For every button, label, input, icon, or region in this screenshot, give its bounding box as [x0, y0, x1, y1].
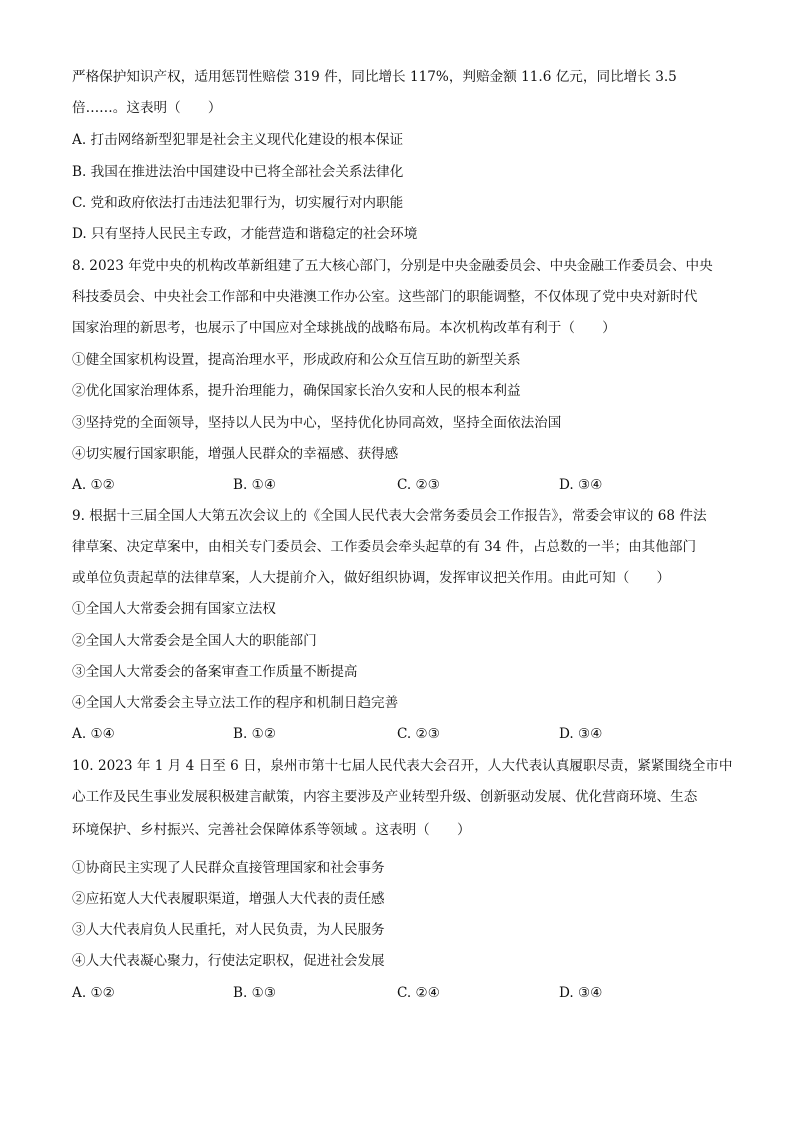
q9-options: [72, 724, 732, 744]
q10-option-d: D. ③④: [559, 985, 603, 1001]
q8-options: [72, 475, 732, 495]
q7-option-c: C. 党和政府依法打击违法犯罪行为，切实履行对内职能: [72, 195, 404, 211]
q10-statement-4: ④人大代表凝心聚力，行使法定职权，促进社会发展: [72, 953, 385, 969]
q8-option-a: A. ①②: [72, 477, 115, 493]
q9-stem-line-3: 或单位负责起草的法律草案，人大提前介入，做好组织协调，发挥审议把关作用。由此可知（ ）: [72, 570, 671, 586]
q8-statement-2: ②优化国家治理体系，提升治理能力，确保国家长治久安和人民的根本利益: [72, 383, 521, 399]
q8-stem-line-2: 科技委员会、中央社会工作部和中央港澳工作办公室。这些部门的职能调整，不仅体现了党中央对新时代: [72, 289, 698, 305]
q10-option-b: B. ①③: [233, 985, 277, 1001]
q7-option-b: B. 我国在推进法治中国建设中已将全部社会关系法律化: [72, 164, 404, 180]
q7-stem-line-2: 倍……。这表明（ ）: [72, 100, 222, 116]
q7-stem-line-1: 严格保护知识产权，适用惩罚性赔偿 319 件，同比增长 117%，判赔金额 11.6 亿元，同比增长 3.5: [72, 69, 677, 85]
q10-options: [72, 983, 732, 1003]
q9-option-d: D. ③④: [559, 726, 603, 742]
q8-option-d: D. ③④: [559, 477, 603, 493]
q10-stem-line-2: 心工作及民生事业发展积极建言献策，内容主要涉及产业转型升级、创新驱动发展、优化营商环境、生态: [72, 789, 698, 805]
q7-option-d: D. 只有坚持人民民主专政，才能营造和谐稳定的社会环境: [72, 226, 418, 242]
q8-stem-line-1: 8. 2023 年党中央的机构改革新组建了五大核心部门，分别是中央金融委员会、中央金融工作委员会、中央: [72, 258, 713, 274]
q9-stem-line-1: 9. 根据十三届全国人大第五次会议上的《全国人民代表大会常务委员会工作报告》，常委会审议的 68 件法: [72, 508, 707, 524]
q8-option-b: B. ①④: [233, 477, 277, 493]
q8-statement-1: ①健全国家机构设置，提高治理水平，形成政府和公众互信互助的新型关系: [72, 352, 521, 368]
q9-statement-3: ③全国人大常委会的备案审查工作质量不断提高: [72, 664, 358, 680]
q7-option-a: A. 打击网络新型犯罪是社会主义现代化建设的根本保证: [72, 132, 404, 148]
q9-option-c: C. ②③: [397, 726, 440, 742]
q10-statement-2: ②应拓宽人大代表履职渠道，增强人大代表的责任感: [72, 891, 385, 907]
q9-option-b: B. ①②: [233, 726, 277, 742]
q9-statement-1: ①全国人大常委会拥有国家立法权: [72, 601, 276, 617]
q10-option-c: C. ②④: [397, 985, 440, 1001]
q9-statement-2: ②全国人大常委会是全国人大的职能部门: [72, 633, 317, 649]
q10-stem-line-1: 10. 2023 年 1 月 4 日至 6 日，泉州市第十七届人民代表大会召开，人大代表认真履职尽责，紧紧围绕全市中: [72, 758, 732, 774]
q10-statement-1: ①协商民主实现了人民群众直接管理国家和社会事务: [72, 860, 385, 876]
q9-option-a: A. ①④: [72, 726, 115, 742]
q8-option-c: C. ②③: [397, 477, 440, 493]
q9-stem-line-2: 律草案、决定草案中，由相关专门委员会、工作委员会牵头起草的有 34 件，占总数的一半；由其他部门: [72, 539, 697, 555]
q8-statement-4: ④切实履行国家职能，增强人民群众的幸福感、获得感: [72, 446, 399, 462]
q8-statement-3: ③坚持党的全面领导，坚持以人民为中心，坚持优化协同高效，坚持全面依法治国: [72, 415, 562, 431]
q10-stem-line-3: 环境保护、乡村振兴、完善社会保障体系等领域 。这表明（ ）: [72, 822, 471, 838]
q10-statement-3: ③人大代表肩负人民重托，对人民负责，为人民服务: [72, 922, 385, 938]
q9-statement-4: ④全国人大常委会主导立法工作的程序和机制日趋完善: [72, 695, 399, 711]
q10-option-a: A. ①②: [72, 985, 115, 1001]
q8-stem-line-3: 国家治理的新思考，也展示了中国应对全球挑战的战略布局。本次机构改革有利于（ ）: [72, 320, 616, 336]
